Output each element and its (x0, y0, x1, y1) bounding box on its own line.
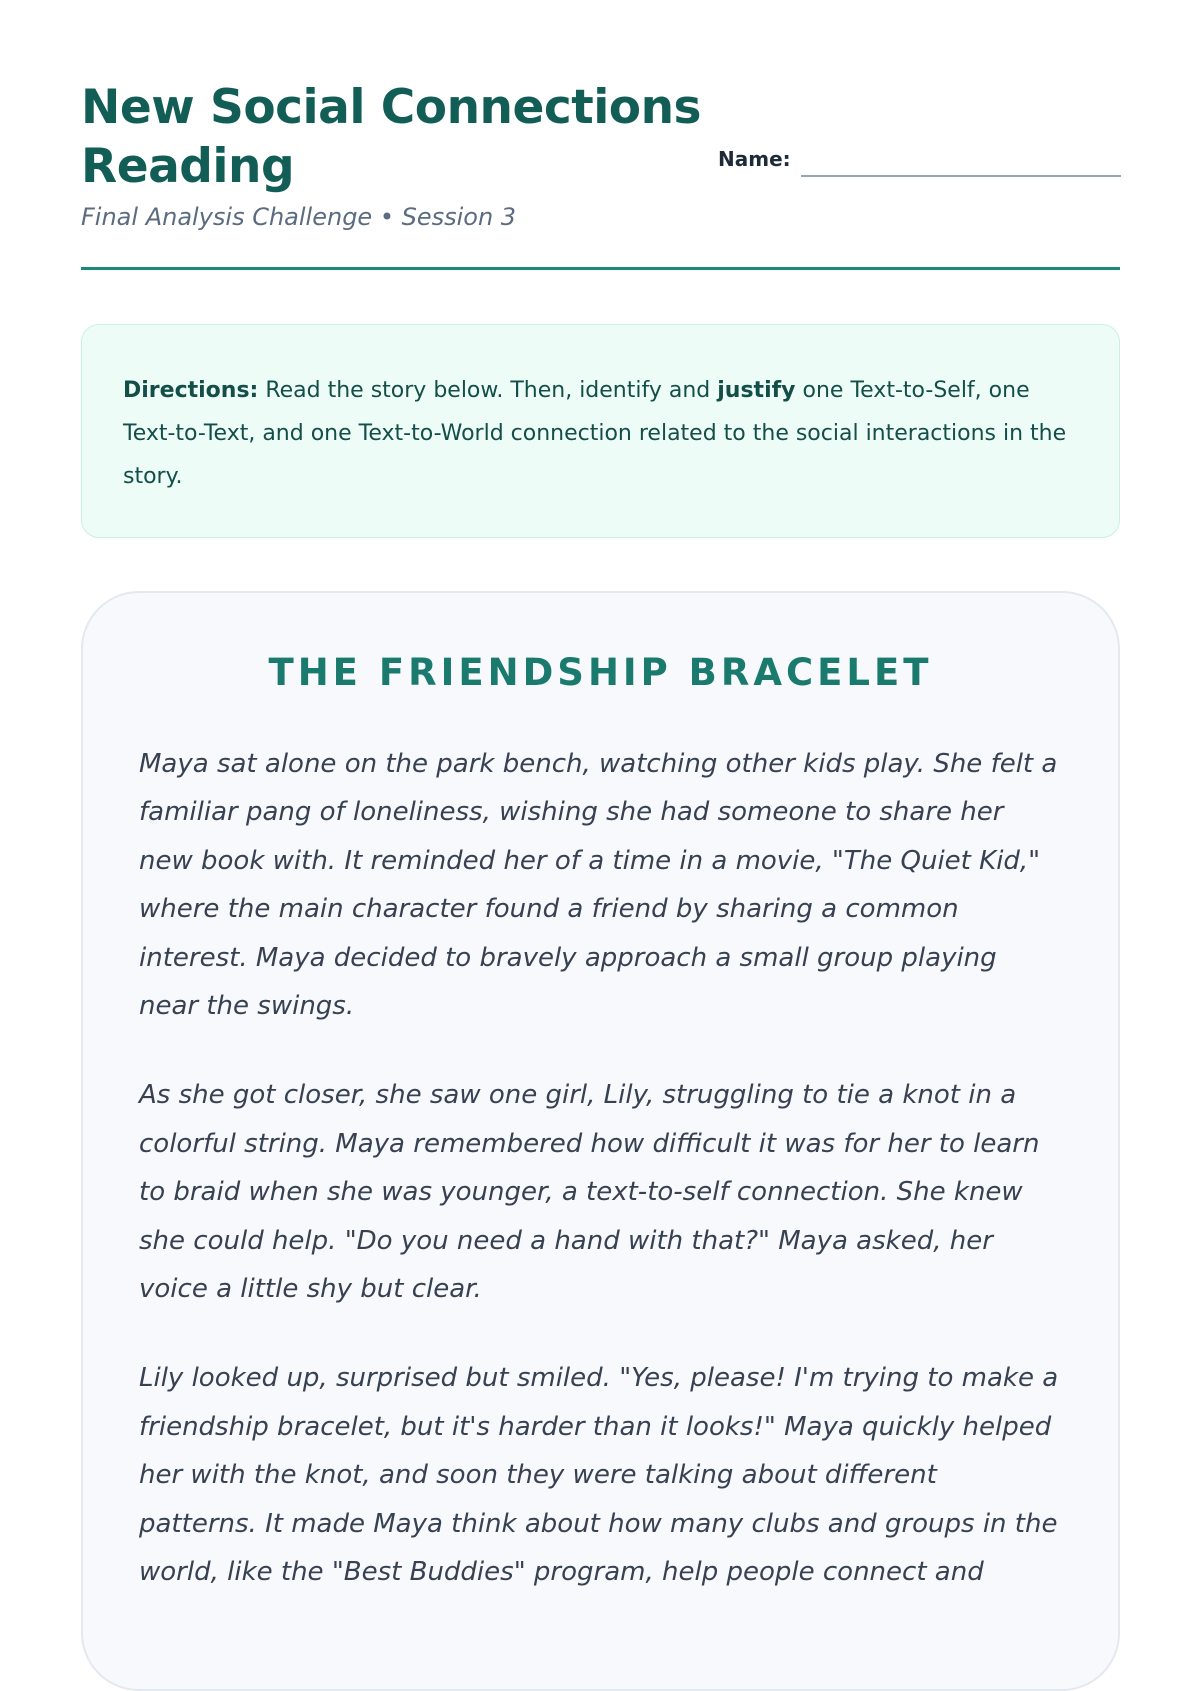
page-subtitle: Final Analysis Challenge • Session 3 (81, 203, 517, 231)
directions-emphasis: justify (717, 378, 796, 403)
directions-text-before: Read the story below. Then, identify and (258, 378, 718, 403)
directions-box (81, 324, 1120, 538)
story-paragraph: Maya sat alone on the park bench, watching other kids play. She felt a familiar pang of loneliness, wishing she had someone to share her new book with. It reminded her of a time in a movie, "The Quiet Kid," where the main character found a friend by sharing a common interest. Maya decided to bravely approach a small group playing near the swings. (139, 749, 1058, 1022)
worksheet-header (81, 0, 1120, 270)
story-title: THE FRIENDSHIP BRACELET (268, 651, 933, 694)
directions-lead: Directions: (123, 378, 259, 403)
worksheet-page (81, 0, 1120, 1588)
directions-text-after: one Text-to-Self, one Text-to-Text, and one Text-to-World connection related to the social interactions in the story. (123, 378, 1067, 489)
name-label: Name: (718, 147, 791, 171)
story-paragraph: As she got closer, she saw one girl, Lily, struggling to tie a knot in a colorful string. Maya remembered how difficult it was for her to learn to braid when she was younger, a text-to-self connection. She knew she could help. "Do you need a hand with that?" Maya asked, her voice a little shy but clear. (139, 1080, 1040, 1305)
name-field[interactable] (801, 175, 1121, 177)
story-paragraph: Lily looked up, surprised but smiled. "Yes, please! I'm trying to make a friendship bracelet, but it's harder than it looks!" Maya quickly helped her with the knot, and soon they were talking about different patterns. It made Maya think about how many clubs and groups in the world, like the "Best Buddies" program, help people connect and (139, 1363, 1059, 1588)
page-title: New Social Connections Reading (81, 80, 702, 194)
story-card (81, 591, 1120, 1691)
